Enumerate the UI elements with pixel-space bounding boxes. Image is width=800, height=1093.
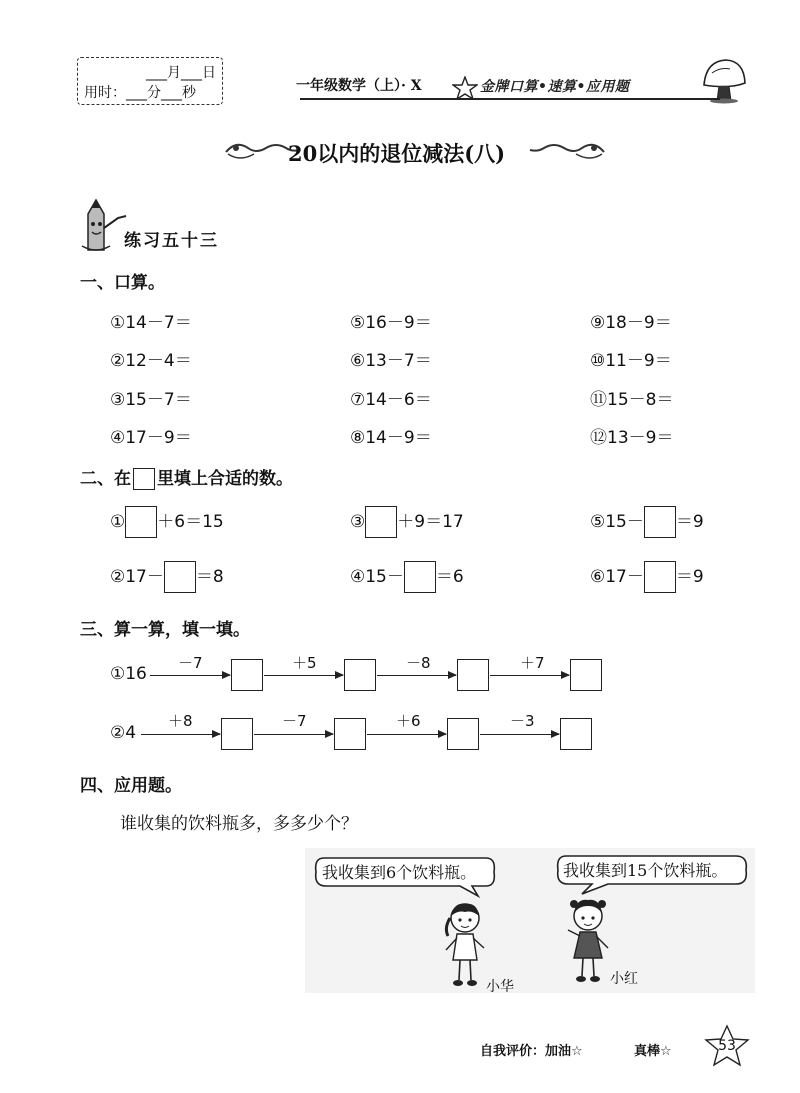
great-label: 真棒☆ xyxy=(634,1044,672,1059)
answer-box[interactable] xyxy=(164,561,196,593)
oral-item: ⑤16－9＝ xyxy=(350,313,432,333)
section2-heading-pre: 二、在 xyxy=(80,469,131,489)
section2-heading xyxy=(80,464,293,490)
chain2-op: ＋6 xyxy=(396,712,421,730)
fill-item: ③ ＋9＝17 xyxy=(350,506,464,538)
chain-answer-box[interactable] xyxy=(334,718,366,750)
series-title: 金牌口算•速算•应用题 xyxy=(480,79,630,95)
name-xiaohong: 小红 xyxy=(610,971,638,987)
chain2-op: －3 xyxy=(510,712,535,730)
section3-heading: 三、算一算，填一填。 xyxy=(80,620,250,640)
chain-answer-box[interactable] xyxy=(560,718,592,750)
self-evaluation: 自我评价：加油☆ xyxy=(480,1044,583,1059)
fill-item: ②17－ ＝8 xyxy=(110,561,224,593)
answer-box[interactable] xyxy=(125,506,157,538)
chain-answer-box[interactable] xyxy=(447,718,479,750)
oral-item: ⑦14－6＝ xyxy=(350,390,432,410)
oral-item: ⑩11－9＝ xyxy=(590,351,672,371)
time-used-line: 用时：___分___秒 xyxy=(84,85,196,101)
section4-heading: 四、应用题。 xyxy=(80,776,182,796)
page-number: 53 xyxy=(718,1038,736,1054)
oral-item: ⑪15－8＝ xyxy=(590,390,674,410)
oral-item: ⑨18－9＝ xyxy=(590,313,672,333)
arrow-icon xyxy=(367,734,446,735)
time-record-box xyxy=(77,57,223,105)
oral-item: ④17－9＝ xyxy=(110,428,192,448)
blank-box-sample xyxy=(133,468,155,490)
oral-item: ②12－4＝ xyxy=(110,351,192,371)
chain2-op: ＋8 xyxy=(168,712,193,730)
fill-item: ④15－ ＝6 xyxy=(350,561,464,593)
arrow-icon xyxy=(264,675,343,676)
book-title: 一年级数学（上）· X xyxy=(296,78,422,94)
oral-item: ⑫13－9＝ xyxy=(590,428,674,448)
oral-item: ⑥13－7＝ xyxy=(350,351,432,371)
answer-box[interactable] xyxy=(404,561,436,593)
oral-item: ⑧14－9＝ xyxy=(350,428,432,448)
arrow-icon xyxy=(490,675,569,676)
section1-heading: 一、口算。 xyxy=(80,273,165,293)
oral-item: ③15－7＝ xyxy=(110,390,192,410)
header-rule xyxy=(300,98,720,100)
girl-xiaohua-icon xyxy=(440,900,490,992)
arrow-icon xyxy=(150,675,230,676)
page-title: 20以内的退位减法(八) xyxy=(288,141,506,166)
section2-heading-post: 里填上合适的数。 xyxy=(157,469,293,489)
girl-xiaohong-icon xyxy=(562,896,614,988)
chain1-op: －7 xyxy=(178,654,203,672)
chain-answer-box[interactable] xyxy=(344,659,376,691)
fill-item: ⑥17－ ＝9 xyxy=(590,561,704,593)
name-xiaohua: 小华 xyxy=(486,979,514,995)
bubble2-text: 我收集到15个饮料瓶。 xyxy=(563,861,728,880)
oral-item: ①14－7＝ xyxy=(110,313,192,333)
chain-answer-box[interactable] xyxy=(457,659,489,691)
chain-answer-box[interactable] xyxy=(231,659,263,691)
bubble1-text: 我收集到6个饮料瓶。 xyxy=(322,863,477,882)
fill-item: ① ＋6＝15 xyxy=(110,506,224,538)
arrow-icon xyxy=(377,675,456,676)
answer-box[interactable] xyxy=(365,506,397,538)
chain1-op: ＋7 xyxy=(520,654,545,672)
chain2-start: ②4 xyxy=(110,723,137,743)
star-icon xyxy=(452,76,478,100)
fill-item: ⑤15－ ＝9 xyxy=(590,506,704,538)
date-line: ___月___日 xyxy=(146,65,216,81)
answer-box[interactable] xyxy=(644,506,676,538)
arrow-icon xyxy=(480,734,559,735)
answer-box[interactable] xyxy=(644,561,676,593)
word-problem-question: 谁收集的饮料瓶多，多多少个？ xyxy=(120,814,358,834)
chain2-op: －7 xyxy=(282,712,307,730)
chain1-op: －8 xyxy=(406,654,431,672)
chain-answer-box[interactable] xyxy=(221,718,253,750)
pencil-mascot-icon xyxy=(80,198,130,254)
chain-answer-box[interactable] xyxy=(570,659,602,691)
chain1-op: ＋5 xyxy=(292,654,317,672)
arrow-icon xyxy=(141,734,220,735)
arrow-icon xyxy=(254,734,333,735)
chain1-start: ①16 xyxy=(110,664,147,684)
exercise-label: 练习五十三 xyxy=(124,231,219,251)
right-ornament-icon xyxy=(528,136,608,164)
